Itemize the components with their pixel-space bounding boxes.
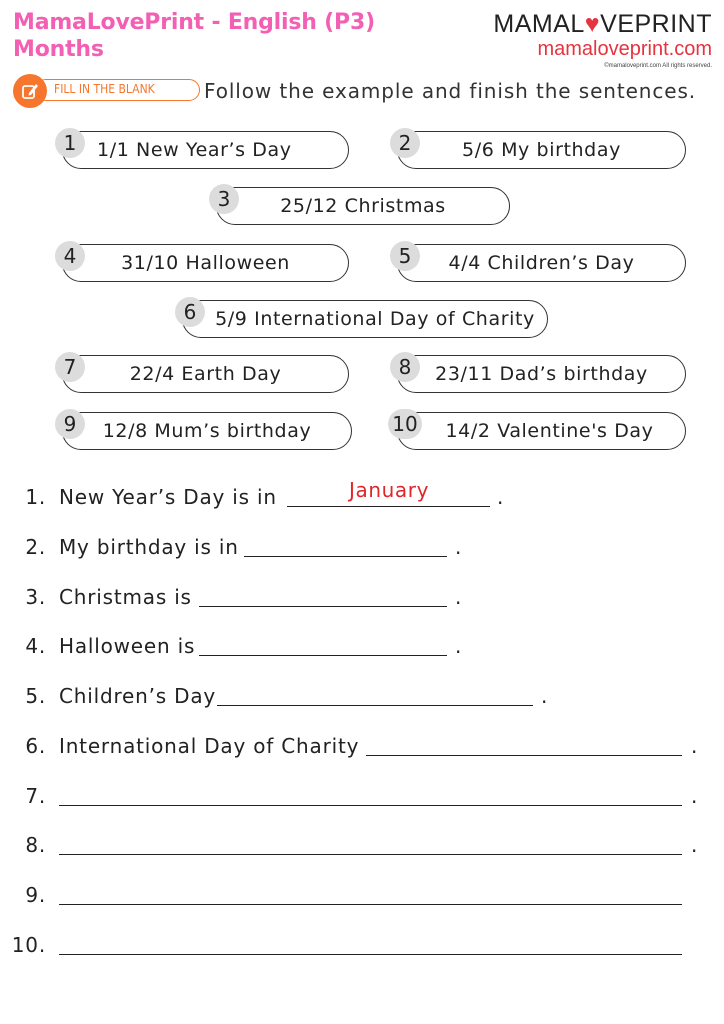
date-card-number: 9: [55, 409, 85, 439]
worksheet-title: MamaLovePrint - English (P3): [13, 10, 375, 35]
question-number: 3.: [25, 585, 46, 609]
date-card-number: 2: [390, 128, 420, 158]
date-card-number: 3: [209, 184, 239, 214]
answer-blank-2[interactable]: [244, 556, 447, 557]
sentence-end: .: [455, 535, 462, 559]
date-card-number: 10: [388, 409, 422, 439]
brand-logo: MAMAL♥VEPRINT: [493, 10, 712, 38]
sentence-end: .: [691, 784, 698, 808]
sentence-end: .: [455, 634, 462, 658]
question-number: 2.: [25, 535, 46, 559]
date-card-text: 4/4 Children’s Day: [448, 252, 635, 274]
brand-url: mamaloveprint.com: [537, 38, 712, 60]
answer-blank-5[interactable]: [217, 705, 533, 706]
answer-blank-6[interactable]: [366, 755, 682, 756]
date-card-text: 23/11 Dad’s birthday: [435, 363, 648, 385]
date-card-text: 25/12 Christmas: [280, 195, 446, 217]
answer-blank-1[interactable]: [287, 506, 490, 507]
date-card-5: [397, 244, 686, 282]
date-card-number: 8: [390, 352, 420, 382]
question-number: 5.: [25, 684, 46, 708]
date-card-text: 12/8 Mum’s birthday: [102, 420, 312, 442]
question-text: International Day of Charity: [59, 734, 360, 758]
answer-blank-10[interactable]: [59, 954, 682, 955]
date-card-number: 4: [55, 241, 85, 271]
answer-blank-7[interactable]: [59, 805, 682, 806]
date-card-text: 1/1 New Year’s Day: [97, 139, 292, 161]
answer-blank-4[interactable]: [199, 655, 447, 656]
date-card-7: [62, 355, 349, 393]
date-card-6: [182, 300, 548, 338]
date-card-number: 7: [55, 352, 85, 382]
question-number: 6.: [25, 734, 46, 758]
date-card-text: 5/6 My birthday: [462, 139, 621, 161]
sentence-end: .: [541, 684, 548, 708]
badge-label: FILL IN THE BLANK: [35, 79, 200, 101]
question-text: Halloween is: [59, 634, 196, 658]
question-number: 8.: [25, 833, 46, 857]
instruction-text: Follow the example and finish the sentences.: [204, 79, 697, 103]
date-card-text: 22/4 Earth Day: [129, 363, 282, 385]
date-card-text: 5/9 International Day of Charity: [215, 308, 535, 330]
sentence-end: .: [691, 833, 698, 857]
sentence-end: .: [455, 585, 462, 609]
question-text: My birthday is in: [59, 535, 239, 559]
question-text: Children’s Day: [59, 684, 217, 708]
answer-example: January: [348, 478, 430, 502]
date-card-3: [216, 187, 510, 225]
answer-blank-9[interactable]: [59, 904, 682, 905]
date-card-9: [62, 412, 352, 450]
date-card-number: 6: [175, 297, 205, 327]
question-number: 10.: [11, 933, 46, 957]
date-card-1: [62, 131, 349, 169]
sentence-end: .: [691, 734, 698, 758]
question-number: 1.: [25, 485, 46, 509]
answer-blank-8[interactable]: [59, 854, 682, 855]
date-card-number: 5: [390, 241, 420, 271]
worksheet-subtitle: Months: [13, 37, 104, 62]
pencil-note-icon: [13, 74, 47, 108]
heart-icon: ♥: [584, 10, 601, 38]
brand-logo-block: [493, 10, 712, 71]
question-text: New Year’s Day is in: [59, 485, 277, 509]
date-card-text: 31/10 Halloween: [121, 252, 290, 274]
date-card-10: [392, 412, 686, 450]
date-card-number: 1: [55, 128, 85, 158]
question-text: Christmas is: [59, 585, 192, 609]
date-card-8: [397, 355, 686, 393]
question-number: 7.: [25, 784, 46, 808]
question-number: 9.: [25, 883, 46, 907]
date-card-2: [397, 131, 686, 169]
date-card-text: 14/2 Valentine's Day: [445, 420, 654, 442]
question-number: 4.: [25, 634, 46, 658]
answer-blank-3[interactable]: [199, 606, 447, 607]
sentence-end: .: [497, 485, 504, 509]
copyright-notice: ©mamaloveprint.com All rights reserved.: [604, 63, 712, 69]
date-card-4: [62, 244, 349, 282]
